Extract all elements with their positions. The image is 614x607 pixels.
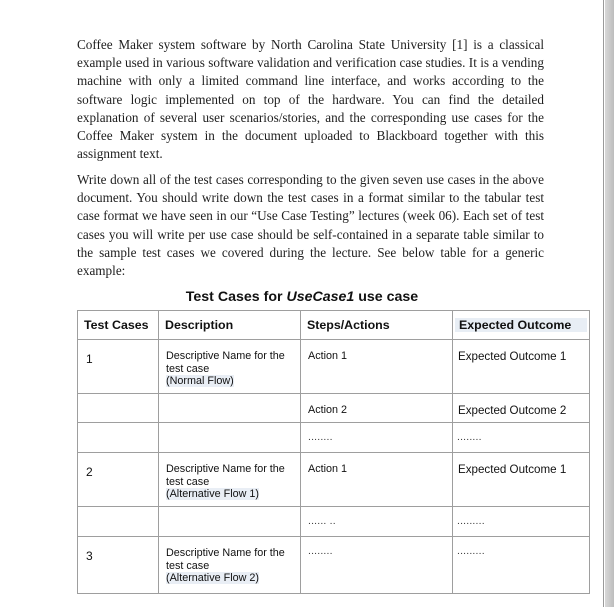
cell-expected: Expected Outcome 1 — [453, 453, 590, 507]
cell-step: ........ — [301, 423, 453, 453]
cell-desc — [159, 423, 301, 453]
test-case-table — [77, 310, 590, 594]
desc-line: Descriptive Name for the — [166, 547, 285, 559]
cell-num — [78, 423, 159, 453]
cell-step: Action 1 — [301, 340, 453, 394]
table-title-prefix: Test Cases for — [185, 289, 287, 305]
table-header-row — [78, 311, 590, 340]
cell-num — [78, 507, 159, 537]
cell-step: ...... .. — [301, 507, 453, 537]
table-row — [78, 423, 590, 453]
table-row — [78, 340, 590, 394]
cell-num: 3 — [78, 537, 159, 594]
table-title-usecase: UseCase1 — [286, 289, 355, 305]
cell-desc — [159, 453, 301, 507]
cell-step: ........ — [301, 537, 453, 594]
cell-step: Action 1 — [301, 453, 453, 507]
cell-desc — [159, 507, 301, 537]
desc-line: Descriptive Name for the — [166, 463, 285, 475]
cell-expected: ......... — [453, 507, 590, 537]
cell-expected: Expected Outcome 1 — [453, 340, 590, 394]
desc-line: test case — [166, 559, 210, 572]
page-shadow — [605, 0, 614, 607]
intro-paragraph: Coffee Maker system software by North Carolina State University [1] is a classical example used in various software validation and verification case studies. It is a vending machine with only a limited command line interface, and works according to the software logic implemented on top of the hardware. You can find the detailed explanation of several user scenarios/stories, and the corresponding use cases for the Coffee Maker system in the document uploaded to Blackboard together with this assignment text. — [77, 37, 544, 162]
cell-expected: ......... — [453, 537, 590, 594]
header-description: Description — [159, 311, 301, 340]
desc-line: test case — [166, 475, 210, 488]
table-row — [78, 453, 590, 507]
table-row — [78, 507, 590, 537]
cell-desc — [159, 537, 301, 594]
cell-num: 2 — [78, 453, 159, 507]
cell-num — [78, 394, 159, 423]
header-expected: Expected Outcome — [453, 311, 590, 340]
flow-label: (Normal Flow) — [166, 375, 234, 388]
table-row — [78, 394, 590, 423]
cell-num: 1 — [78, 340, 159, 394]
cell-step: Action 2 — [301, 394, 453, 423]
cell-desc — [159, 394, 301, 423]
task-paragraph: Write down all of the test cases corresponding to the given seven use cases in the above document. You should write down the test cases in a format similar to the tabular test case format we have seen in our “Use Case Testing” lectures (week 06). Each set of test cases you will write per use case should be self-contained in a separate table similar to the sample test cases we covered during the lecture. See below table for a generic example: — [77, 172, 544, 279]
table-title — [0, 289, 604, 305]
flow-label: (Alternative Flow 1) — [166, 488, 260, 501]
flow-label: (Alternative Flow 2) — [166, 572, 260, 585]
cell-expected: Expected Outcome 2 — [453, 394, 590, 423]
cell-desc — [159, 340, 301, 394]
header-steps: Steps/Actions — [301, 311, 453, 340]
header-test-cases: Test Cases — [78, 311, 159, 340]
table-row — [78, 537, 590, 594]
desc-line: Descriptive Name for the — [166, 350, 285, 362]
desc-line: test case — [166, 362, 210, 375]
cell-expected: ........ — [453, 423, 590, 453]
table-title-suffix: use case — [354, 289, 419, 305]
